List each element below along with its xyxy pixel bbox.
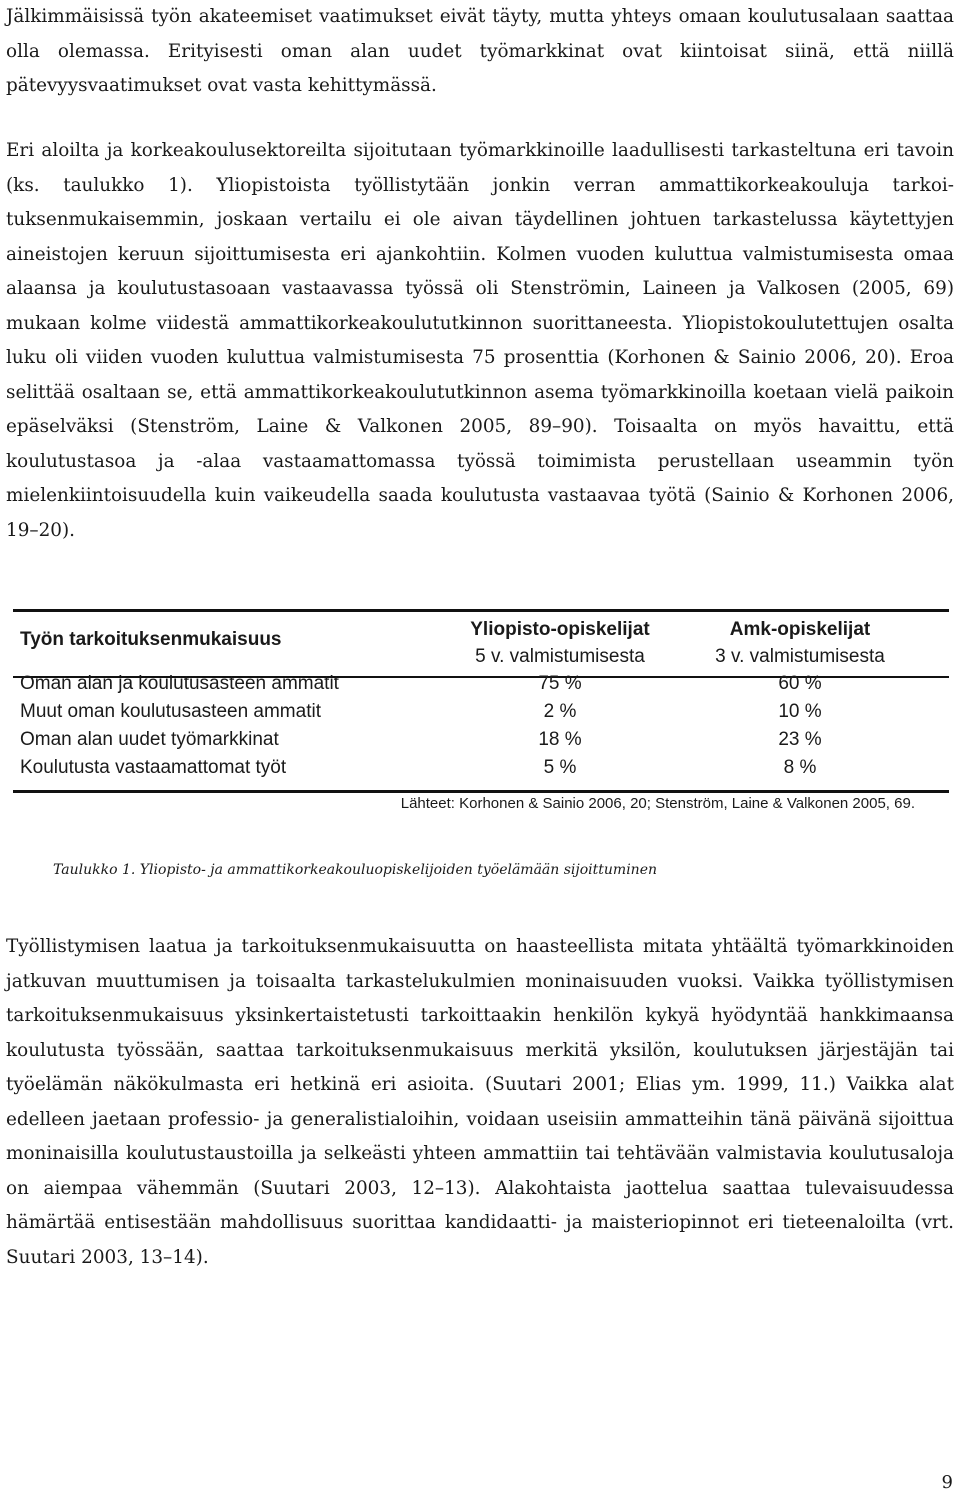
table-header-main: Työn tarkoituksenmukaisuus xyxy=(20,629,282,650)
table-header-amk xyxy=(670,616,930,670)
table-row xyxy=(13,729,949,757)
row-label: Oman alan uudet työmarkkinat xyxy=(20,729,279,750)
table-header-yliopisto xyxy=(430,616,690,670)
table-row xyxy=(13,701,949,729)
page-number: 9 xyxy=(941,1472,953,1493)
row-amk-value: 60 % xyxy=(778,673,822,694)
paragraph-placement: Eri aloilta ja korkeakoulusektoreilta sijoitutaan työmarkkinoille laadullisesti tarkasteltuna eri tavoin (ks. taulukko 1). Yliopistoista työllistytään jonkin verran ammattikorkeakouluja tarkoituksenmukaisemmin, joskaan vertailu ei ole aivan täydellinen johtuen tarkastelussa käytettyjen aineistojen keruun sijoittumisesta eri ajankohtiin. Kolmen vuoden kuluttua valmistumisesta omaa alaansa ja koulutustasoaan vastaavassa työssä oli Stenströmin, Laineen ja Valkosen (2005, 69) mukaan kolme viidestä ammattikorkeakoulututkinnon suorittaneesta. Yliopistokoulutettujen osalta luku oli viiden vuoden kuluttua valmistumisesta 75 prosenttia (Korhonen & Sainio 2006, 20). Eroa selittää osaltaan se, että ammattikorkeakoulututkinnon asema työmarkkinoilla koetaan vielä paikoin epäselväksi (Stenström, Laine & Valkonen 2005, 89–90). Toisaalta on myös havaittu, että koulutustasoa ja -alaa vastaamattomassa työssä toimimista perustellaan useammin työn mielenkiintoisuudella kuin vaikeudella saada koulutusta vastaavaa työtä (Sainio & Korhonen 2006, 19–20). xyxy=(6,140,954,541)
row-label: Oman alan ja koulutusasteen ammatit xyxy=(20,673,339,694)
row-yliopisto-value: 18 % xyxy=(538,729,582,750)
table-row xyxy=(13,757,949,785)
paragraph-quality: Työllistymisen laatua ja tarkoituksenmukaisuutta on haasteellista mitata yhtäältä työmarkkinoiden jatkuvan muuttumisen ja toisaalta tarkastelukulmien moninaisuuden vuoksi. Vaikka työllistymisen tarkoituksenmukaisuus yksinkertaistetusti tarkoittaakin henkilön kykyä hyödyntää hankkimaansa koulutusta työssään, saattaa tarkoituksenmukaisuus merkitä yksilön, koulutuksen järjestäjän tai työelämän näkökulmasta eri hetkinä eri asioita. (Suutari 2001; Elias ym. 1999, 11.) Vaikka alat edelleen jaetaan professio- ja generalistialoihin, voidaan useisiin ammatteihin tänä päivänä sijoittua moninaisilla koulutustaustoilla ja selkeästi yhteen ammattiin tai tehtävään valmistavia koulutusaloja on aiempaa vähemmän (Suutari 2003, 12–13). Alakohtaista jaottelua saattaa tulevaisuudessa hämärtää entisestään mahdollisuus suorittaa kandidaatti- ja maisteriopinnot eri tieteenaloilta (vrt. Suutari 2003, 13–14). xyxy=(6,936,954,1268)
paragraph-intro: Jälkimmäisissä työn akateemiset vaatimukset eivät täyty, mutta yhteys omaan koulutusalaan saattaa olla olemassa. Erityisesti oman alan uudet työmarkkinat ovat kiintoisat siinä, että niillä pätevyysvaatimukset ovat vasta kehittymässä. xyxy=(6,6,954,96)
row-amk-value: 8 % xyxy=(783,757,817,778)
row-yliopisto-value: 5 % xyxy=(543,757,577,778)
row-label: Koulutusta vastaamattomat työt xyxy=(20,757,287,778)
header-yliopisto-title: Yliopisto-opiskelijat xyxy=(470,619,650,640)
row-label: Muut oman koulutusasteen ammatit xyxy=(20,701,321,722)
row-yliopisto-value: 75 % xyxy=(538,673,582,694)
row-yliopisto-value: 2 % xyxy=(543,701,577,722)
row-amk-value: 10 % xyxy=(778,701,822,722)
table-row xyxy=(13,673,949,701)
table-source-note: Lähteet: Korhonen & Sainio 2006, 20; Stenström, Laine & Valkonen 2005, 69. xyxy=(400,795,915,812)
header-amk-sub: 3 v. valmistumisesta xyxy=(715,646,885,667)
table-top-rule xyxy=(13,609,949,612)
table-caption: Taulukko 1. Yliopisto- ja ammattikorkeakouluopiskelijoiden työelämään sijoittuminen xyxy=(53,862,657,878)
header-amk-title: Amk-opiskelijat xyxy=(729,619,871,640)
header-yliopisto-sub: 5 v. valmistumisesta xyxy=(475,646,645,667)
row-amk-value: 23 % xyxy=(778,729,822,750)
